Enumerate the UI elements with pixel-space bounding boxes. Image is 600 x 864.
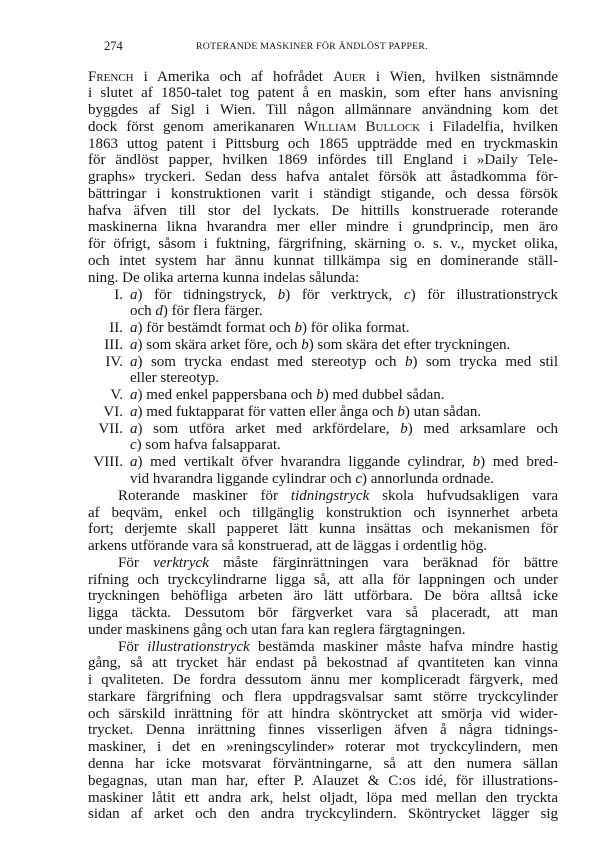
- text-line: [88, 203, 558, 220]
- text-run: ) för verktryck,: [285, 286, 404, 303]
- text-run: byggdes af Sigl i Wien. Till någon allmännare användning kom det: [88, 102, 558, 119]
- text-run: Roterande maskiner för: [118, 487, 291, 504]
- list-item: [88, 354, 558, 388]
- text-line: [88, 270, 558, 287]
- text-line: [88, 706, 558, 723]
- text-run: ) för tidningstryck,: [137, 286, 278, 303]
- text-run: ning. De olika arterna kunna indelas sålunda:: [88, 269, 360, 286]
- text-run: dock först genom amerikanaren: [88, 118, 304, 135]
- text-run: ) annorlunda ordnade.: [362, 470, 495, 487]
- text-run: i Wien, hvilken sistnämnde: [365, 68, 558, 85]
- text-run: och intet system har ännu kunnat tillkämpa sig en dominerande ställ-: [88, 253, 558, 270]
- text-line: [88, 102, 558, 119]
- text-run: och särskild inrättning för att hindra sköntrycket att smörja vid wider-: [88, 705, 558, 722]
- list-item: [88, 337, 558, 354]
- text-line: [88, 370, 558, 387]
- text-line: [88, 320, 558, 337]
- text-line: [88, 421, 558, 438]
- text-run: ) för illustrationstryck: [410, 286, 558, 303]
- text-run: ) som hafva falsapparat.: [136, 437, 281, 454]
- text-run: För: [118, 554, 154, 571]
- text-run: ) med bred-: [480, 454, 558, 471]
- small-caps-name: French: [88, 68, 134, 85]
- opening-paragraph: [88, 69, 558, 287]
- italic-text: a: [130, 420, 138, 437]
- text-line: [88, 387, 558, 404]
- text-line: [88, 69, 558, 86]
- text-run: denna har icke motsvarat förväntningarne, så att den numera sällan: [88, 755, 558, 772]
- italic-text: a: [130, 320, 138, 337]
- text-run: i slutet af 1850-talet tog patent å en maskin, som efter hans anvisning: [88, 85, 558, 102]
- text-run: för ändlöst papper, hvilken 1869 infördes till England i »Daily Tele-: [88, 152, 558, 169]
- list-numeral: VI.: [103, 403, 123, 420]
- text-run: i Filadelfia, hvilken: [420, 118, 558, 135]
- text-line: [88, 152, 558, 169]
- small-caps-name: Auer: [332, 68, 366, 85]
- italic-text: b: [301, 336, 309, 353]
- page-number: 274: [104, 39, 123, 53]
- text-run: ligga täckta. Dessutom bör färgverket vara så placeradt, att man: [88, 605, 558, 622]
- text-line: [88, 538, 558, 555]
- text-run: skola hufvudsakligen vara: [369, 487, 558, 504]
- text-line: [88, 773, 558, 790]
- text-line: [88, 689, 558, 706]
- classification-list: [88, 287, 558, 488]
- paragraph: [88, 555, 558, 639]
- text-line: [88, 488, 558, 505]
- list-numeral: I.: [114, 286, 123, 303]
- italic-text: a: [130, 387, 138, 404]
- list-numeral: V.: [110, 387, 123, 404]
- italic-text: a: [130, 454, 138, 471]
- text-line: [88, 521, 558, 538]
- text-run: ) som skära arket före, och: [137, 336, 302, 353]
- list-item: [88, 387, 558, 404]
- text-line: [88, 337, 558, 354]
- text-run: ) för flera färger.: [162, 303, 263, 320]
- text-run: sidan af arket och den andra tryckcylindern. Sköntrycket lägger sig: [88, 806, 558, 823]
- list-numeral: III.: [104, 336, 123, 353]
- text-line: [88, 404, 558, 421]
- text-run: bestämda maskiner måste hafva mindre hastig: [249, 638, 558, 655]
- text-run: fort; derjemte skall papperet lätt kunna insättas och mekanismen för: [88, 521, 558, 538]
- running-title: ROTERANDE MASKINER FÖR ÄNDLÖST PAPPER.: [196, 41, 428, 52]
- text-run: af beqväm, enkel och tillgänglig konstruktion och isynnerhet arbeta: [88, 504, 558, 521]
- text-run: 1863 uttog patent i Pittsburg och 1865 uppträdde med en tryckmaskin: [88, 135, 558, 152]
- text-line: [88, 85, 558, 102]
- text-line: [88, 454, 558, 471]
- text-line: [88, 303, 558, 320]
- text-run: ) med fuktapparat för vatten eller ånga och: [137, 403, 398, 420]
- list-item: [88, 454, 558, 488]
- text-line: [88, 253, 558, 270]
- text-run: För: [118, 638, 148, 655]
- italic-text: tidningstryck: [290, 487, 370, 504]
- text-line: [88, 287, 558, 304]
- text-run: maskinerna likna hvarandra mer eller mindre i grundprincip, men äro: [88, 219, 558, 236]
- text-run: ) som trycka endast med stereotyp och: [137, 353, 405, 370]
- text-run: rifning och tryckcylindrarne ligga så, att alla för lappningen och under: [88, 571, 558, 588]
- paragraph: [88, 639, 558, 823]
- italic-text: c: [355, 470, 363, 487]
- text-run: maskiner, i det en »reningscylinder» roterar mot tryckcylindern, men: [88, 739, 558, 756]
- text-run: ) för bestämdt format och: [137, 320, 295, 337]
- text-line: [88, 806, 558, 823]
- text-line: [88, 722, 558, 739]
- italic-text: a: [130, 336, 138, 353]
- text-line: [88, 605, 558, 622]
- text-line: [88, 739, 558, 756]
- text-line: [88, 505, 558, 522]
- text-run: trycket. Denna inrättning finnes visserligen äfven å några tidnings-: [88, 722, 558, 739]
- text-line: [88, 136, 558, 153]
- italic-text: illustrationstryck: [147, 638, 250, 655]
- text-run: arkens utförande vara så konstruerad, att de läggas i ordentlig hög.: [88, 538, 488, 555]
- text-run: ) som trycka med stil: [412, 353, 558, 370]
- text-run: i Amerika och af hofrådet: [133, 68, 333, 85]
- text-line: [88, 790, 558, 807]
- text-run: maskiner låtit ett andra ark, helst oljadt, löpa med mellan den tryckta: [88, 789, 558, 806]
- text-run: och: [130, 303, 156, 320]
- text-run: under maskinens gång och utan fara kan reglera färgtagningen.: [88, 621, 466, 638]
- text-run: tryckningen behöfliga arbeten äro lätt utförbara. De böra alltså icke: [88, 588, 558, 605]
- list-item: [88, 404, 558, 421]
- text-line: [88, 672, 558, 689]
- list-numeral: II.: [109, 320, 123, 337]
- italic-text: a: [130, 353, 138, 370]
- text-line: [88, 186, 558, 203]
- list-numeral: VIII.: [93, 454, 123, 471]
- text-run: ) med enkel pappersbana och: [137, 387, 317, 404]
- text-line: [88, 639, 558, 656]
- text-line: [88, 119, 558, 136]
- text-run: hafva äfven till stor del lyckats. De hittills konstruerade roterande: [88, 202, 558, 219]
- italic-text: b: [400, 420, 408, 437]
- list-numeral: VII.: [98, 420, 123, 437]
- italic-text: c: [130, 437, 137, 454]
- text-run: ) med arksamlare och: [407, 420, 558, 437]
- body-text: [88, 69, 558, 823]
- italic-text: a: [130, 403, 138, 420]
- text-line: [88, 219, 558, 236]
- italic-text: a: [130, 286, 138, 303]
- text-run: graphs» tryckeri. Sedan dess hafva antalet försök att åstadkomma för-: [88, 169, 558, 186]
- italic-text: b: [277, 286, 286, 303]
- text-run: starkare färgrifning och flera uppdragsvalsar samt större tryckcylinder: [88, 688, 558, 705]
- text-run: i qvaliteten. De fordra dessutom ännu mer kompliceradt färgverk, med: [88, 672, 558, 689]
- text-line: [88, 756, 558, 773]
- text-line: [88, 622, 558, 639]
- italic-text: verktryck: [153, 554, 209, 571]
- text-run: ) för olika format.: [302, 320, 410, 337]
- text-line: [88, 354, 558, 371]
- list-item: [88, 320, 558, 337]
- text-run: ) utan sådan.: [404, 403, 482, 420]
- text-line: [88, 572, 558, 589]
- text-run: bättringar i konstruktionen varit i ständigt stigande, och dessa försök: [88, 185, 558, 202]
- text-run: ) med dubbel sådan.: [323, 387, 445, 404]
- italic-text: b: [472, 454, 481, 471]
- text-line: [88, 236, 558, 253]
- text-run: ) med vertikalt öfver hvarandra liggande cylindrar,: [137, 454, 473, 471]
- italic-text: b: [294, 320, 303, 337]
- text-line: [88, 471, 558, 488]
- italic-text: b: [397, 403, 405, 420]
- italic-text: b: [405, 353, 413, 370]
- italic-text: c: [403, 286, 411, 303]
- text-run: för öfrigt, såsom i fuktning, färgrifning, skärning o. s. v., mycket olika,: [88, 236, 558, 253]
- text-run: vid hvarandra liggande cylindrar och: [130, 470, 356, 487]
- text-run: måste färginrättningen vara beräknad för bättre: [208, 554, 558, 571]
- running-head: [0, 38, 600, 54]
- text-run: ) som skära det efter tryckningen.: [308, 336, 511, 353]
- text-line: [88, 588, 558, 605]
- text-run: eller stereotyp.: [130, 370, 220, 387]
- text-run: begagnas, utan man har, efter P. Alauzet & C:os idé, för illustrations-: [88, 772, 558, 789]
- list-numeral: IV.: [105, 353, 123, 370]
- text-run: ) som utföra arket med arkfördelare,: [137, 420, 401, 437]
- text-line: [88, 169, 558, 186]
- paragraph: [88, 488, 558, 555]
- italic-text: d: [155, 303, 163, 320]
- small-caps-name: William Bullock: [303, 118, 421, 135]
- list-item: [88, 421, 558, 455]
- text-line: [88, 555, 558, 572]
- list-item: [88, 287, 558, 321]
- text-run: gång, så att trycket här endast på bekostnad af qvantiteten kan vinna: [88, 655, 558, 672]
- text-line: [88, 655, 558, 672]
- text-line: [88, 437, 558, 454]
- italic-text: b: [316, 387, 324, 404]
